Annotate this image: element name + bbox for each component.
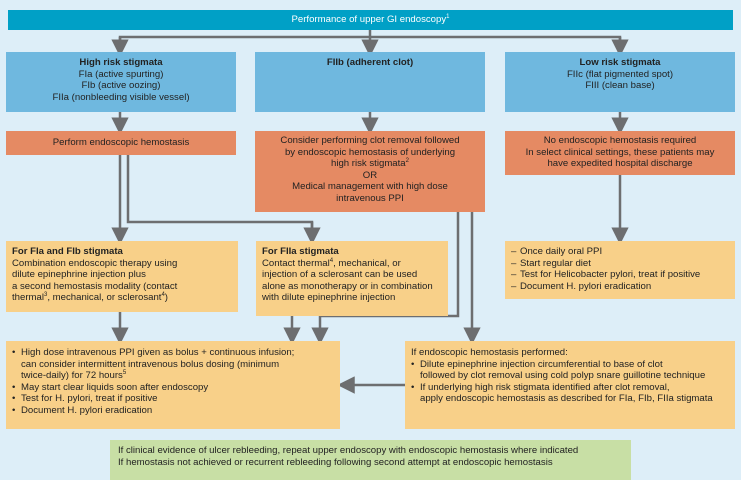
ppi-list bbox=[12, 347, 334, 417]
perform-hemostasis-box bbox=[6, 131, 236, 155]
fia-fib-box bbox=[6, 241, 238, 312]
high-risk-title: High risk stigmata bbox=[79, 57, 163, 68]
ppi-line: twice-daily) for 72 hours bbox=[21, 370, 123, 382]
list-item bbox=[12, 347, 334, 382]
clot-or: OR bbox=[362, 169, 378, 181]
list-item: • Document H. pylori eradication bbox=[12, 405, 334, 417]
rebleeding-box bbox=[110, 440, 631, 480]
high-risk-line: FIIa (nonbleeding visible vessel) bbox=[52, 91, 190, 103]
clot-removal-box bbox=[255, 131, 485, 212]
list-item: – Test for Helicobacter pylori, treat if positive bbox=[511, 269, 729, 281]
endoscopy-title-box bbox=[8, 10, 733, 30]
high-risk-box bbox=[6, 52, 236, 112]
list-item: – Start regular diet bbox=[511, 258, 729, 270]
list-item: • May start clear liquids soon after endoscopy bbox=[12, 382, 334, 394]
footnote-4: 4 bbox=[329, 257, 334, 264]
fiia-box bbox=[256, 241, 448, 316]
fiia-line: Contact thermal bbox=[262, 257, 330, 269]
clot-line: high risk stigmata bbox=[331, 158, 406, 170]
if-endoscopic-head: If endoscopic hemostasis performed: bbox=[411, 347, 568, 358]
fia-fib-line: Combination endoscopic therapy using bbox=[12, 257, 178, 269]
ppi-management-box bbox=[6, 341, 340, 429]
low-risk-box bbox=[505, 52, 735, 112]
list-item: – Document H. pylori eradication bbox=[511, 281, 729, 293]
fia-fib-title: For FIa and FIb stigmata bbox=[12, 246, 123, 257]
ppi-line: • High dose intravenous PPI given as bolus + continuous infusion; bbox=[21, 347, 295, 358]
footnote-2: 2 bbox=[405, 158, 409, 164]
high-risk-line: FIb (active oozing) bbox=[81, 80, 161, 92]
list-item: – Once daily oral PPI bbox=[511, 246, 729, 258]
fia-fib-line: ) bbox=[164, 292, 168, 304]
high-risk-line: FIa (active spurting) bbox=[78, 68, 164, 80]
fiia-line: injection of a sclerosant can be used bbox=[262, 269, 418, 281]
fiia-line: , mechanical, or bbox=[333, 257, 401, 269]
footnote-3: 3 bbox=[44, 292, 48, 299]
ppi-line: can consider intermittent intravenous bolus dosing (minimum bbox=[21, 358, 280, 370]
low-risk-care-list bbox=[511, 246, 729, 292]
adherent-clot-box bbox=[255, 52, 485, 112]
footnote-4: 4 bbox=[161, 292, 165, 299]
rebleeding-line: If hemostasis not achieved or recurrent rebleeding following second attempt at endoscopic hemostasis bbox=[118, 456, 553, 468]
footnote-5: 5 bbox=[122, 370, 127, 376]
fiia-line: alone as monotherapy or in combination bbox=[262, 280, 433, 292]
endoscopy-title: Performance of upper GI endoscopy bbox=[291, 14, 447, 25]
clot-line: Medical management with high dose bbox=[292, 181, 448, 193]
no-hemostasis-box bbox=[505, 131, 735, 175]
fia-fib-line: , mechanical, or sclerosant bbox=[47, 292, 162, 304]
adherent-clot-title: FIIb (adherent clot) bbox=[326, 57, 414, 68]
clot-line: Consider performing clot removal followed bbox=[280, 135, 460, 146]
low-risk-title: Low risk stigmata bbox=[579, 57, 661, 68]
low-risk-line: FIII (clean base) bbox=[585, 80, 655, 92]
low-risk-line: FIIc (flat pigmented spot) bbox=[566, 68, 674, 80]
rebleeding-line: If clinical evidence of ulcer rebleeding, repeat upper endoscopy with endoscopic hemostasis where indicated bbox=[118, 445, 579, 456]
footnote-1: 1 bbox=[446, 13, 450, 20]
low-risk-care-box bbox=[505, 241, 735, 299]
clot-line: intravenous PPI bbox=[336, 192, 404, 204]
if-endoscopic-line: • Dilute epinephrine injection circumferential to base of clot bbox=[420, 358, 663, 370]
if-endoscopic-list bbox=[411, 359, 729, 405]
list-item bbox=[411, 359, 729, 382]
no-hemostasis-line: No endoscopic hemostasis required bbox=[543, 135, 697, 146]
fia-fib-line: thermal bbox=[12, 292, 44, 304]
clot-line: by endoscopic hemostasis of underlying bbox=[284, 146, 456, 158]
fia-fib-line: dilute epinephrine injection plus bbox=[12, 269, 146, 281]
fiia-title: For FIIa stigmata bbox=[262, 246, 339, 257]
fiia-line: with dilute epinephrine injection bbox=[262, 292, 396, 304]
no-hemostasis-line: have expedited hospital discharge bbox=[547, 158, 693, 170]
if-endoscopic-box bbox=[405, 341, 735, 429]
no-hemostasis-line: In select clinical settings, these patients may bbox=[525, 146, 715, 158]
if-endoscopic-line: • If underlying high risk stigmata identified after clot removal, bbox=[420, 381, 670, 393]
if-endoscopic-line: followed by clot removal using cold polyp snare guillotine technique bbox=[420, 370, 706, 382]
perform-hemostasis-text: Perform endoscopic hemostasis bbox=[52, 137, 190, 148]
list-item bbox=[411, 382, 729, 405]
fia-fib-line: a second hemostasis modality (contact bbox=[12, 280, 178, 292]
list-item: • Test for H. pylori, treat if positive bbox=[12, 393, 334, 405]
if-endoscopic-line: apply endoscopic hemostasis as described for FIa, FIb, FIIa stigmata bbox=[420, 393, 713, 405]
